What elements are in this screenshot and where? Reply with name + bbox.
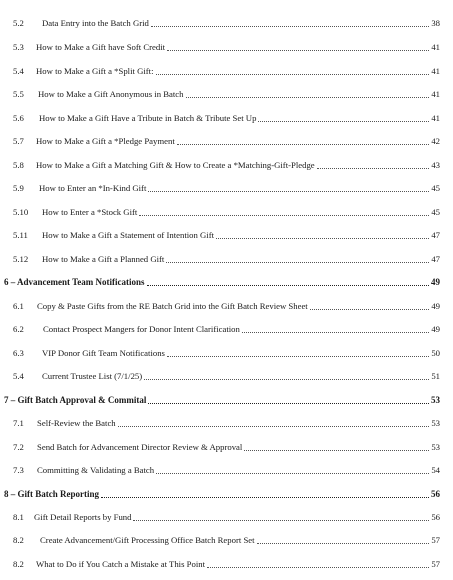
toc-entry-title: How to Make a Gift a Matching Gift & How to Create a *Matching-Gift-Pledge [36, 157, 316, 173]
toc-entry[interactable] [0, 110, 453, 126]
toc-dot-leader [167, 50, 429, 51]
toc-page-number: 47 [430, 251, 440, 267]
toc-entry-title: Create Advancement/Gift Processing Office Batch Report Set [40, 532, 256, 548]
toc-entry[interactable] [0, 345, 453, 361]
toc-entry-title: 7 – Gift Batch Approval & Commital [4, 392, 147, 408]
toc-entry-number: 5.4 [13, 63, 25, 79]
toc-dot-leader [139, 215, 429, 216]
toc-page-number: 49 [430, 321, 440, 337]
toc-entry[interactable] [0, 227, 453, 243]
toc-entry-number: 5.3 [13, 39, 25, 55]
toc-entry-number: 5.2 [13, 15, 25, 31]
toc-dot-leader [242, 332, 429, 333]
toc-section-entry[interactable] [0, 486, 453, 502]
toc-entry-number: 5.6 [13, 110, 25, 126]
toc-page-number: 45 [430, 180, 440, 196]
toc-dot-leader [156, 473, 429, 474]
toc-entry-title: Data Entry into the Batch Grid [42, 15, 150, 31]
toc-page-number: 57 [430, 532, 440, 548]
toc-page-number: 56 [430, 509, 440, 525]
toc-entry[interactable] [0, 39, 453, 55]
toc-entry-number: 7.2 [13, 439, 25, 455]
toc-entry-number: 6.2 [13, 321, 25, 337]
toc-page-number: 56 [430, 486, 440, 502]
toc-page-number: 41 [430, 86, 440, 102]
toc-entry-title: How to Make a Gift Have a Tribute in Batch & Tribute Set Up [39, 110, 257, 126]
toc-page-number: 49 [430, 298, 440, 314]
toc-dot-leader [144, 379, 429, 380]
toc-entry-number: 6.3 [13, 345, 25, 361]
toc-entry[interactable] [0, 15, 453, 31]
toc-entry-number: 8.2 [13, 556, 25, 572]
toc-entry-number: 5.11 [13, 227, 29, 243]
toc-entry[interactable] [0, 63, 453, 79]
toc-entry-title: Copy & Paste Gifts from the RE Batch Grid into the Gift Batch Review Sheet [37, 298, 309, 314]
toc-entry[interactable] [0, 556, 453, 572]
toc-dot-leader [118, 426, 429, 427]
toc-entry[interactable] [0, 180, 453, 196]
toc-dot-leader [101, 497, 429, 498]
toc-dot-leader [186, 97, 429, 98]
toc-entry-number: 5.12 [13, 251, 29, 267]
toc-entry-number: 8.2 [13, 532, 25, 548]
toc-entry-title: How to Make a Gift a *Split Gift: [36, 63, 155, 79]
toc-page-number: 54 [430, 462, 440, 478]
toc-page-number: 38 [430, 15, 440, 31]
toc-entry[interactable] [0, 298, 453, 314]
toc-entry-title: Gift Detail Reports by Fund [34, 509, 132, 525]
toc-page-number: 47 [430, 227, 440, 243]
toc-entry-number: 8.1 [13, 509, 25, 525]
toc-dot-leader [216, 238, 429, 239]
toc-entry-title: What to Do if You Catch a Mistake at This Point [36, 556, 206, 572]
toc-page-number: 42 [430, 133, 440, 149]
toc-page-number: 41 [430, 110, 440, 126]
toc-section-entry[interactable] [0, 274, 453, 290]
toc-page-number: 53 [430, 415, 440, 431]
toc-entry[interactable] [0, 86, 453, 102]
toc-dot-leader [148, 403, 429, 404]
toc-entry-title: VIP Donor Gift Team Notifications [42, 345, 166, 361]
toc-entry[interactable] [0, 251, 453, 267]
toc-entry-title: Contact Prospect Mangers for Donor Intent Clarification [43, 321, 241, 337]
toc-dot-leader [151, 26, 429, 27]
toc-entry[interactable] [0, 439, 453, 455]
toc-page-number: 45 [430, 204, 440, 220]
toc-entry-title: Self-Review the Batch [37, 415, 117, 431]
toc-page-number: 43 [430, 157, 440, 173]
toc-dot-leader [133, 520, 429, 521]
toc-dot-leader [177, 144, 429, 145]
toc-entry-title: How to Make a Gift a *Pledge Payment [36, 133, 176, 149]
toc-entry-title: How to Make a Gift Anonymous in Batch [38, 86, 185, 102]
toc-entry-number: 5.8 [13, 157, 25, 173]
toc-entry[interactable] [0, 204, 453, 220]
toc-entry-title: How to Make a Gift a Planned Gift [42, 251, 165, 267]
toc-dot-leader [258, 121, 429, 122]
toc-dot-leader [317, 168, 429, 169]
toc-entry-number: 5.7 [13, 133, 25, 149]
toc-page-number: 53 [430, 439, 440, 455]
toc-page-number: 50 [430, 345, 440, 361]
toc-entry-title: Current Trustee List (7/1/25) [42, 368, 143, 384]
toc-dot-leader [156, 74, 429, 75]
toc-entry[interactable] [0, 133, 453, 149]
toc-dot-leader [244, 450, 429, 451]
toc-entry-title: 6 – Advancement Team Notifications [4, 274, 146, 290]
toc-entry-title: How to Make a Gift a Statement of Intention Gift [42, 227, 215, 243]
toc-page-number: 41 [430, 63, 440, 79]
toc-entry-title: Committing & Validating a Batch [37, 462, 155, 478]
toc-entry-title: How to Enter an *In-Kind Gift [39, 180, 147, 196]
toc-entry[interactable] [0, 462, 453, 478]
toc-entry[interactable] [0, 321, 453, 337]
toc-page-number: 49 [430, 274, 440, 290]
toc-dot-leader [167, 356, 429, 357]
toc-dot-leader [310, 309, 429, 310]
toc-entry-number: 6.1 [13, 298, 25, 314]
toc-entry-title: How to Make a Gift have Soft Credit [36, 39, 166, 55]
toc-entry-number: 7.3 [13, 462, 25, 478]
toc-entry-number: 5.5 [13, 86, 25, 102]
toc-entry[interactable] [0, 157, 453, 173]
toc-entry-number: 5.10 [13, 204, 29, 220]
toc-entry-number: 5.9 [13, 180, 25, 196]
toc-page-number: 53 [430, 392, 440, 408]
toc-entry[interactable] [0, 368, 453, 384]
toc-entry[interactable] [0, 532, 453, 548]
toc-entry-title: Send Batch for Advancement Director Review & Approval [37, 439, 243, 455]
toc-entry[interactable] [0, 415, 453, 431]
toc-page-number: 51 [430, 368, 440, 384]
toc-dot-leader [147, 285, 429, 286]
toc-page-number: 57 [430, 556, 440, 572]
toc-entry-number: 7.1 [13, 415, 25, 431]
toc-entry-number: 5.4 [13, 368, 25, 384]
toc-entry-title: How to Enter a *Stock Gift [42, 204, 138, 220]
toc-dot-leader [257, 543, 429, 544]
toc-dot-leader [166, 262, 429, 263]
toc-entry[interactable] [0, 509, 453, 525]
toc-entry-title: 8 – Gift Batch Reporting [4, 486, 100, 502]
toc-dot-leader [207, 567, 429, 568]
toc-dot-leader [148, 191, 429, 192]
toc-section-entry[interactable] [0, 392, 453, 408]
toc-page-number: 41 [430, 39, 440, 55]
